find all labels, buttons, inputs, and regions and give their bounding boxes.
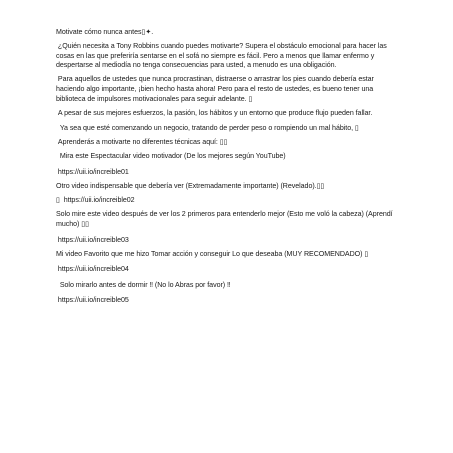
link-increible02[interactable]: ▯ https://uii.io/increible02 — [56, 196, 135, 205]
paragraph-learn: Aprenderás a motivarte no diferentes técnicas aquí: ▯▯ — [56, 138, 228, 147]
link-increible05[interactable]: https://uii.io/increible05 — [56, 296, 129, 305]
paragraph-intro-title: Motivate cómo nunca antes▯✦. — [56, 28, 154, 36]
document-body — [56, 28, 396, 306]
link-increible01[interactable]: https://uii.io/increible01 — [56, 168, 129, 177]
paragraph-video-3-desc: Solo mire este video después de ver los 2 primeros para entenderlo mejor (Esto me voló la cabeza) (Aprendí mucho) ▯▯ — [56, 210, 395, 228]
paragraph-tony-robbins: ¿Quién necesita a Tony Robbins cuando puedes motivarte? Supera el obstáculo emocional para hacer las cosas en las que preferiría sentarse en el sofá no siempre es fácil. Pero a menos que llamar enfermo y despertarse al mediodía no tenga consecuencias para usted, a menudo es una obligación. — [56, 42, 389, 70]
paragraph-video-4-desc: Mi video Favorito que me hizo Tomar acción y conseguir Lo que deseaba (MUY RECOMENDADO) ▯ — [56, 249, 369, 258]
paragraph-business: Ya sea que esté comenzando un negocio, tratando de perder peso o rompiendo un mal hábito, ▯ — [56, 124, 359, 133]
link-increible04[interactable]: https://uii.io/increible04 — [56, 265, 129, 274]
paragraph-video-5-desc: Solo mirarlo antes de dormir ‼ (No lo Abras por favor) ‼ — [56, 280, 231, 289]
link-increible03[interactable]: https://uii.io/increible03 — [56, 235, 129, 244]
paragraph-efforts: A pesar de sus mejores esfuerzos, la pasión, los hábitos y un entorno que produce flujo pueden fallar. — [56, 108, 373, 117]
paragraph-procrastinate: Para aquellos de ustedes que nunca procrastinan, distraerse o arrastrar los pies cuando debería estar haciendo algo importante, ¡bien hecho hasta ahora! Pero para el resto de ustedes, es bueno tener una biblioteca de impulsores motivacionales para seguir adelante. ▯ — [56, 75, 376, 103]
paragraph-video-1-desc: Mira este Espectacular video motivador (De los mejores según YouTube) — [56, 152, 286, 161]
paragraph-video-2-desc: Otro video indispensable que debería ver (Extremadamente importante) (Revelado).▯▯ — [56, 182, 325, 191]
